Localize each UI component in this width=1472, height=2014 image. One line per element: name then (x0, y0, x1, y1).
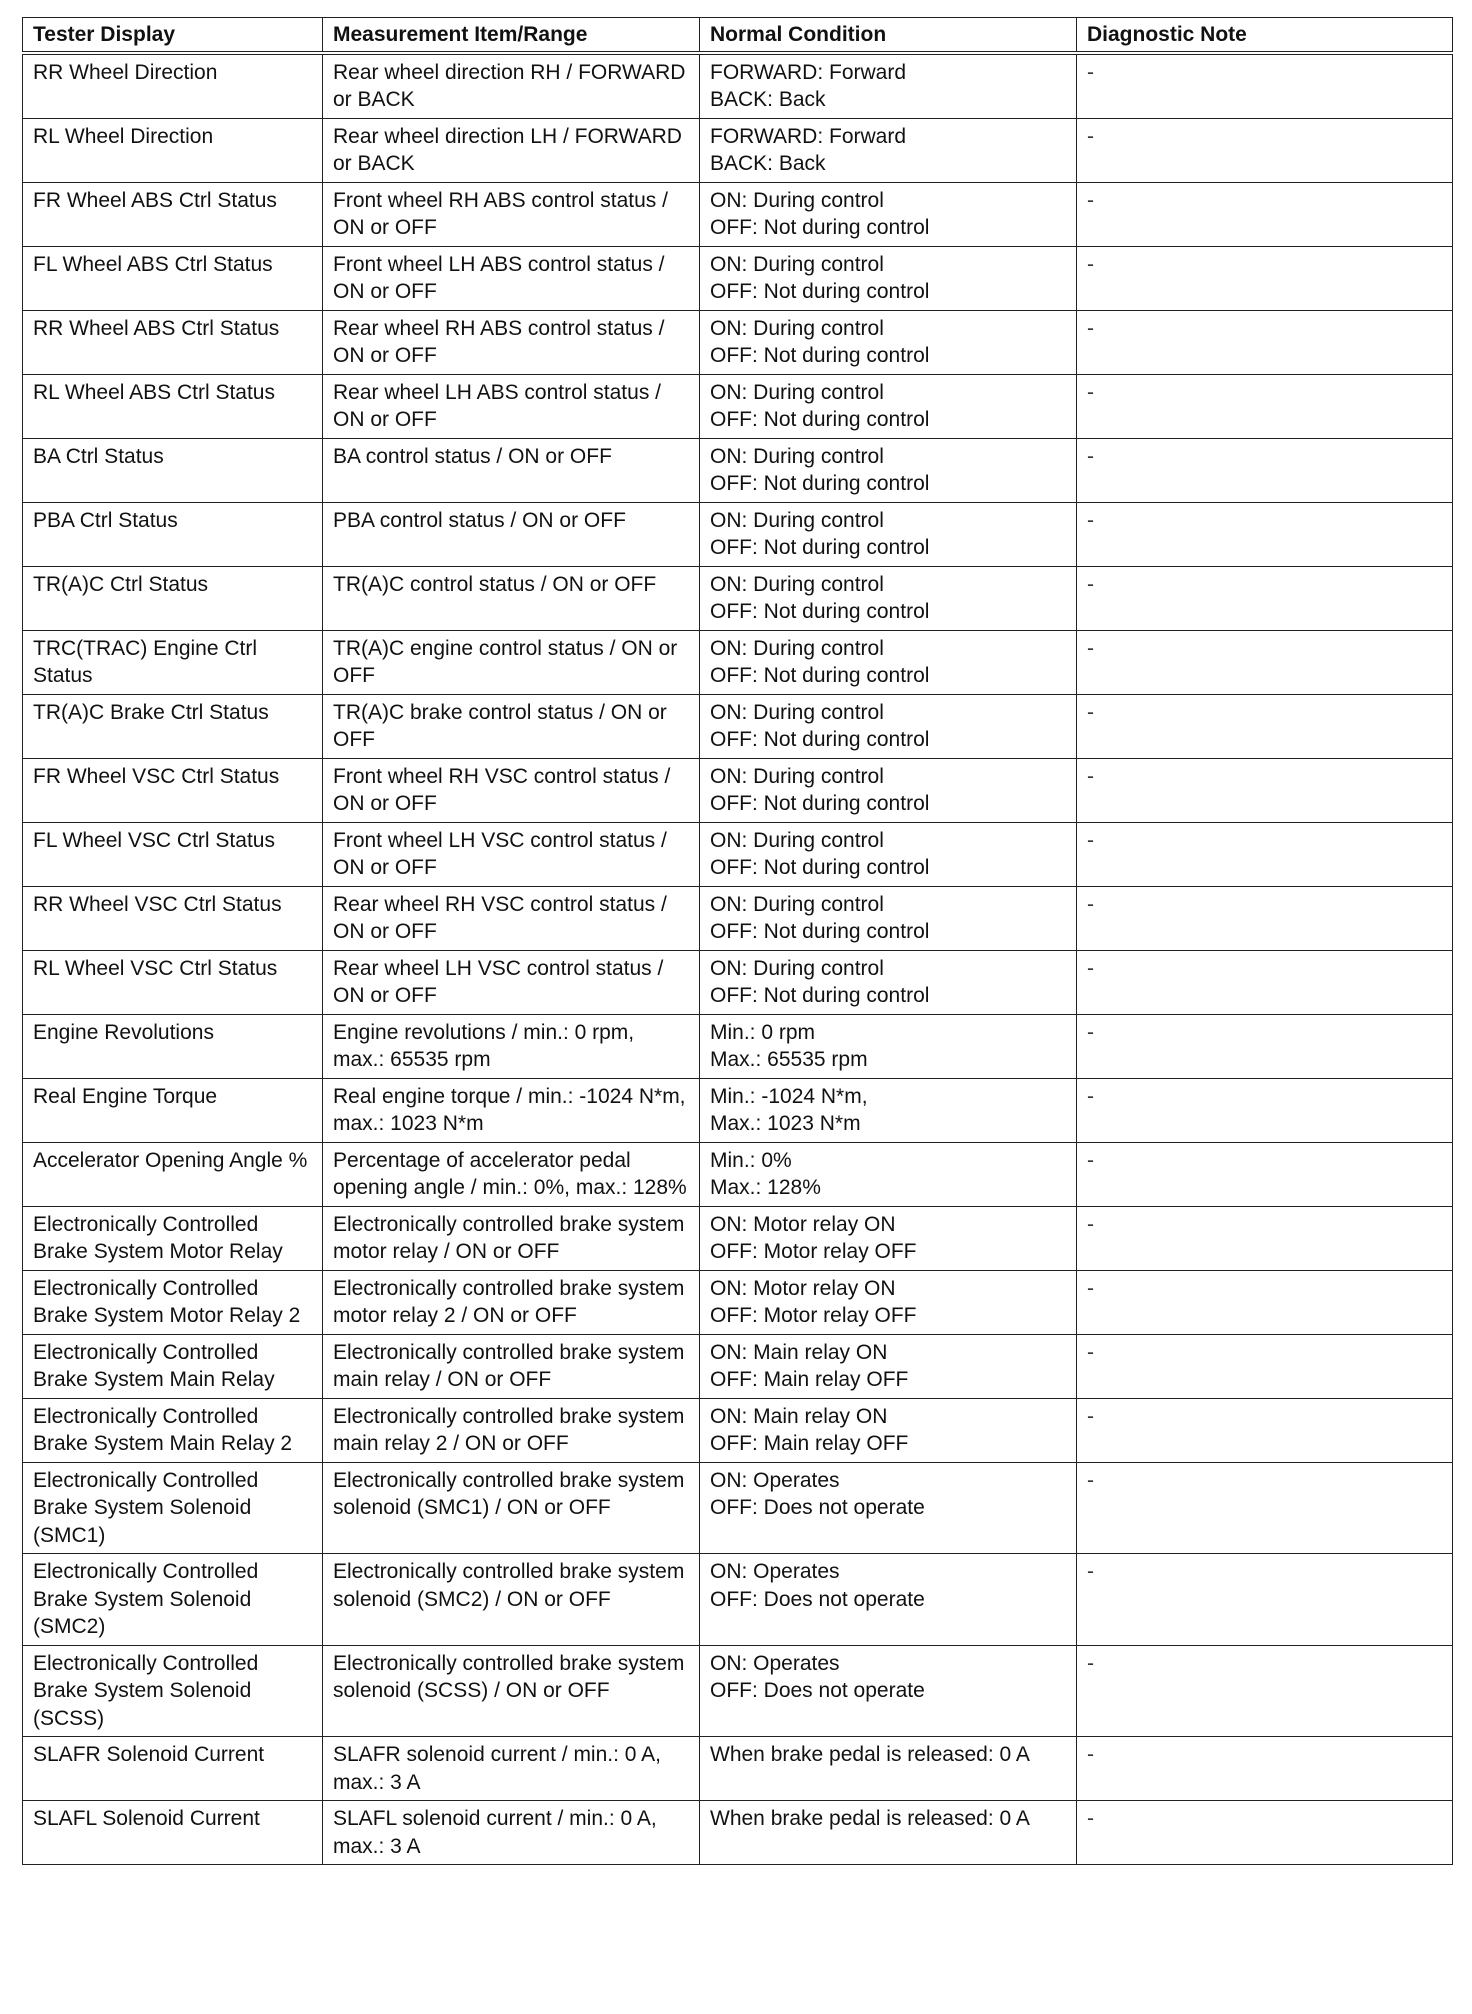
normal-condition-line: ON: During control (710, 956, 884, 980)
normal-condition-line: ON: Operates (710, 1560, 840, 1583)
normal-condition-line: OFF: Not during control (710, 344, 930, 367)
normal-condition-line: OFF: Not during control (710, 728, 930, 751)
cell-normal-condition (700, 694, 1077, 758)
cell-measurement-item: Electronically controlled brake system main relay 2 / ON or OFF (323, 1398, 700, 1462)
cell-tester-display: Electronically Controlled Brake System Main Relay 2 (23, 1398, 323, 1462)
header-normal-condition: Normal Condition (700, 18, 1077, 53)
normal-condition-line: Max.: 65535 rpm (710, 1048, 868, 1071)
cell-measurement-item: Rear wheel direction LH / FORWARD or BACK (323, 118, 700, 182)
normal-condition-line: ON: Main relay ON (710, 1340, 888, 1364)
table-row (23, 310, 1453, 374)
header-tester-display: Tester Display (23, 18, 323, 53)
table-row (23, 1801, 1453, 1865)
normal-condition-line: Min.: -1024 N*m, (710, 1084, 868, 1108)
cell-diagnostic-note: - (1077, 182, 1453, 246)
table-row (23, 246, 1453, 310)
normal-condition-line: OFF: Not during control (710, 792, 930, 815)
cell-measurement-item: Electronically controlled brake system solenoid (SCSS) / ON or OFF (323, 1645, 700, 1737)
normal-condition-line: OFF: Main relay OFF (710, 1432, 909, 1455)
cell-diagnostic-note: - (1077, 1398, 1453, 1462)
normal-condition-line: OFF: Not during control (710, 216, 930, 239)
cell-measurement-item: SLAFR solenoid current / min.: 0 A, max.: 3 A (323, 1737, 700, 1801)
normal-condition-line: FORWARD: Forward (710, 124, 907, 148)
normal-condition-line: OFF: Not during control (710, 920, 930, 943)
cell-tester-display: FL Wheel ABS Ctrl Status (23, 246, 323, 310)
cell-normal-condition (700, 246, 1077, 310)
cell-measurement-item: Electronically controlled brake system main relay / ON or OFF (323, 1334, 700, 1398)
cell-tester-display: RR Wheel ABS Ctrl Status (23, 310, 323, 374)
normal-condition-line: Max.: 1023 N*m (710, 1112, 861, 1135)
table-row (23, 630, 1453, 694)
cell-measurement-item: TR(A)C brake control status / ON or OFF (323, 694, 700, 758)
cell-diagnostic-note: - (1077, 694, 1453, 758)
cell-measurement-item: PBA control status / ON or OFF (323, 502, 700, 566)
cell-diagnostic-note: - (1077, 1270, 1453, 1334)
cell-diagnostic-note: - (1077, 758, 1453, 822)
normal-condition-line: OFF: Not during control (710, 408, 930, 431)
cell-normal-condition (700, 1801, 1077, 1865)
cell-tester-display: Engine Revolutions (23, 1014, 323, 1078)
normal-condition-line: OFF: Not during control (710, 536, 930, 559)
cell-diagnostic-note: - (1077, 118, 1453, 182)
cell-tester-display: TR(A)C Brake Ctrl Status (23, 694, 323, 758)
cell-normal-condition (700, 1462, 1077, 1554)
normal-condition-line: When brake pedal is released: 0 A (710, 1807, 1030, 1830)
cell-measurement-item: Real engine torque / min.: -1024 N*m, max.: 1023 N*m (323, 1078, 700, 1142)
normal-condition-line: FORWARD: Forward (710, 60, 907, 84)
table-row (23, 118, 1453, 182)
cell-normal-condition (700, 438, 1077, 502)
normal-condition-line: OFF: Not during control (710, 600, 930, 623)
cell-tester-display: RL Wheel VSC Ctrl Status (23, 950, 323, 1014)
cell-diagnostic-note: - (1077, 1462, 1453, 1554)
table-row (23, 1462, 1453, 1554)
normal-condition-line: Min.: 0 rpm (710, 1020, 816, 1044)
cell-diagnostic-note: - (1077, 1801, 1453, 1865)
table-row (23, 502, 1453, 566)
cell-diagnostic-note: - (1077, 1206, 1453, 1270)
table-row (23, 1270, 1453, 1334)
cell-normal-condition (700, 1206, 1077, 1270)
cell-normal-condition (700, 630, 1077, 694)
cell-measurement-item: Percentage of accelerator pedal opening angle / min.: 0%, max.: 128% (323, 1142, 700, 1206)
cell-measurement-item: Front wheel RH VSC control status / ON or OFF (323, 758, 700, 822)
cell-normal-condition (700, 1334, 1077, 1398)
cell-measurement-item: TR(A)C control status / ON or OFF (323, 566, 700, 630)
cell-tester-display: Electronically Controlled Brake System Solenoid (SCSS) (23, 1645, 323, 1737)
cell-normal-condition (700, 1398, 1077, 1462)
data-list-sheet (22, 17, 1452, 1865)
cell-normal-condition (700, 950, 1077, 1014)
normal-condition-line: ON: During control (710, 828, 884, 852)
cell-diagnostic-note: - (1077, 502, 1453, 566)
cell-diagnostic-note: - (1077, 374, 1453, 438)
cell-tester-display: Electronically Controlled Brake System Main Relay (23, 1334, 323, 1398)
table-row (23, 758, 1453, 822)
cell-tester-display: RR Wheel VSC Ctrl Status (23, 886, 323, 950)
data-list-table (22, 17, 1453, 1865)
cell-normal-condition (700, 758, 1077, 822)
table-row (23, 566, 1453, 630)
cell-tester-display: Electronically Controlled Brake System Motor Relay 2 (23, 1270, 323, 1334)
normal-condition-line: OFF: Not during control (710, 984, 930, 1007)
normal-condition-line: ON: During control (710, 572, 884, 596)
normal-condition-line: OFF: Does not operate (710, 1679, 925, 1702)
cell-measurement-item: Front wheel LH ABS control status / ON or OFF (323, 246, 700, 310)
cell-normal-condition (700, 182, 1077, 246)
cell-tester-display: Real Engine Torque (23, 1078, 323, 1142)
normal-condition-line: OFF: Main relay OFF (710, 1368, 909, 1391)
normal-condition-line: ON: During control (710, 508, 884, 532)
cell-normal-condition (700, 886, 1077, 950)
cell-diagnostic-note: - (1077, 1645, 1453, 1737)
normal-condition-line: ON: During control (710, 316, 884, 340)
cell-measurement-item: Front wheel RH ABS control status / ON or OFF (323, 182, 700, 246)
normal-condition-line: ON: Main relay ON (710, 1404, 888, 1428)
table-row (23, 438, 1453, 502)
cell-diagnostic-note: - (1077, 438, 1453, 502)
cell-diagnostic-note: - (1077, 1334, 1453, 1398)
table-row (23, 374, 1453, 438)
cell-measurement-item: Electronically controlled brake system solenoid (SMC1) / ON or OFF (323, 1462, 700, 1554)
cell-diagnostic-note: - (1077, 950, 1453, 1014)
normal-condition-line: ON: During control (710, 188, 884, 212)
cell-measurement-item: Electronically controlled brake system motor relay / ON or OFF (323, 1206, 700, 1270)
cell-measurement-item: Electronically controlled brake system solenoid (SMC2) / ON or OFF (323, 1554, 700, 1646)
table-row (23, 1334, 1453, 1398)
cell-diagnostic-note: - (1077, 1014, 1453, 1078)
cell-normal-condition (700, 53, 1077, 119)
table-body (23, 53, 1453, 1865)
cell-diagnostic-note: - (1077, 53, 1453, 119)
cell-tester-display: FL Wheel VSC Ctrl Status (23, 822, 323, 886)
table-row (23, 1398, 1453, 1462)
cell-normal-condition (700, 1554, 1077, 1646)
cell-diagnostic-note: - (1077, 566, 1453, 630)
normal-condition-line: ON: During control (710, 764, 884, 788)
normal-condition-line: ON: During control (710, 444, 884, 468)
cell-diagnostic-note: - (1077, 1142, 1453, 1206)
cell-normal-condition (700, 822, 1077, 886)
header-diagnostic-note: Diagnostic Note (1077, 18, 1453, 53)
normal-condition-line: BACK: Back (710, 88, 826, 111)
cell-tester-display: RL Wheel ABS Ctrl Status (23, 374, 323, 438)
normal-condition-line: ON: During control (710, 252, 884, 276)
cell-diagnostic-note: - (1077, 1554, 1453, 1646)
normal-condition-line: When brake pedal is released: 0 A (710, 1743, 1030, 1766)
cell-measurement-item: TR(A)C engine control status / ON or OFF (323, 630, 700, 694)
table-row (23, 822, 1453, 886)
normal-condition-line: OFF: Not during control (710, 280, 930, 303)
cell-diagnostic-note: - (1077, 1737, 1453, 1801)
cell-tester-display: Electronically Controlled Brake System Solenoid (SMC2) (23, 1554, 323, 1646)
cell-tester-display: TR(A)C Ctrl Status (23, 566, 323, 630)
normal-condition-line: ON: During control (710, 380, 884, 404)
cell-tester-display: FR Wheel ABS Ctrl Status (23, 182, 323, 246)
cell-measurement-item: Rear wheel direction RH / FORWARD or BACK (323, 53, 700, 119)
table-row (23, 1737, 1453, 1801)
cell-measurement-item: BA control status / ON or OFF (323, 438, 700, 502)
table-row (23, 886, 1453, 950)
cell-diagnostic-note: - (1077, 630, 1453, 694)
cell-diagnostic-note: - (1077, 246, 1453, 310)
table-row (23, 182, 1453, 246)
cell-measurement-item: Electronically controlled brake system motor relay 2 / ON or OFF (323, 1270, 700, 1334)
cell-normal-condition (700, 1737, 1077, 1801)
cell-normal-condition (700, 1078, 1077, 1142)
cell-measurement-item: Rear wheel LH VSC control status / ON or OFF (323, 950, 700, 1014)
normal-condition-line: Min.: 0% (710, 1148, 792, 1172)
normal-condition-line: OFF: Motor relay OFF (710, 1304, 917, 1327)
cell-tester-display: RL Wheel Direction (23, 118, 323, 182)
normal-condition-line: OFF: Motor relay OFF (710, 1240, 917, 1263)
cell-normal-condition (700, 1142, 1077, 1206)
table-row (23, 1078, 1453, 1142)
normal-condition-line: ON: During control (710, 700, 884, 724)
normal-condition-line: OFF: Not during control (710, 856, 930, 879)
table-row (23, 1554, 1453, 1646)
header-measurement-item: Measurement Item/Range (323, 18, 700, 53)
cell-normal-condition (700, 1014, 1077, 1078)
normal-condition-line: ON: Motor relay ON (710, 1276, 896, 1300)
cell-normal-condition (700, 374, 1077, 438)
table-row (23, 1014, 1453, 1078)
table-row (23, 950, 1453, 1014)
cell-normal-condition (700, 310, 1077, 374)
normal-condition-line: ON: During control (710, 636, 884, 660)
cell-tester-display: TRC(TRAC) Engine Ctrl Status (23, 630, 323, 694)
table-row (23, 1142, 1453, 1206)
cell-diagnostic-note: - (1077, 886, 1453, 950)
cell-diagnostic-note: - (1077, 310, 1453, 374)
cell-tester-display: SLAFL Solenoid Current (23, 1801, 323, 1865)
cell-measurement-item: Front wheel LH VSC control status / ON or OFF (323, 822, 700, 886)
cell-measurement-item: Rear wheel RH VSC control status / ON or OFF (323, 886, 700, 950)
cell-measurement-item: SLAFL solenoid current / min.: 0 A, max.: 3 A (323, 1801, 700, 1865)
normal-condition-line: ON: Operates (710, 1651, 840, 1675)
table-row (23, 694, 1453, 758)
cell-diagnostic-note: - (1077, 822, 1453, 886)
normal-condition-line: OFF: Does not operate (710, 1587, 925, 1611)
normal-condition-line: Max.: 128% (710, 1176, 821, 1199)
cell-tester-display: Accelerator Opening Angle % (23, 1142, 323, 1206)
cell-measurement-item: Engine revolutions / min.: 0 rpm, max.: 65535 rpm (323, 1014, 700, 1078)
cell-normal-condition (700, 566, 1077, 630)
cell-tester-display: SLAFR Solenoid Current (23, 1737, 323, 1801)
table-row (23, 1206, 1453, 1270)
cell-tester-display: BA Ctrl Status (23, 438, 323, 502)
cell-normal-condition (700, 1645, 1077, 1737)
cell-tester-display: RR Wheel Direction (23, 53, 323, 119)
cell-measurement-item: Rear wheel LH ABS control status / ON or OFF (323, 374, 700, 438)
cell-diagnostic-note: - (1077, 1078, 1453, 1142)
normal-condition-line: OFF: Not during control (710, 472, 930, 495)
table-row (23, 1645, 1453, 1737)
normal-condition-line: OFF: Does not operate (710, 1496, 925, 1519)
table-header-row (23, 18, 1453, 53)
normal-condition-line: BACK: Back (710, 152, 826, 175)
normal-condition-line: OFF: Not during control (710, 664, 930, 687)
cell-tester-display: FR Wheel VSC Ctrl Status (23, 758, 323, 822)
table-row (23, 53, 1453, 119)
normal-condition-line: ON: During control (710, 892, 884, 916)
cell-measurement-item: Rear wheel RH ABS control status / ON or OFF (323, 310, 700, 374)
cell-tester-display: Electronically Controlled Brake System Solenoid (SMC1) (23, 1462, 323, 1554)
cell-normal-condition (700, 118, 1077, 182)
normal-condition-line: ON: Motor relay ON (710, 1212, 896, 1236)
cell-normal-condition (700, 1270, 1077, 1334)
cell-tester-display: Electronically Controlled Brake System Motor Relay (23, 1206, 323, 1270)
normal-condition-line: ON: Operates (710, 1468, 840, 1492)
cell-tester-display: PBA Ctrl Status (23, 502, 323, 566)
cell-normal-condition (700, 502, 1077, 566)
